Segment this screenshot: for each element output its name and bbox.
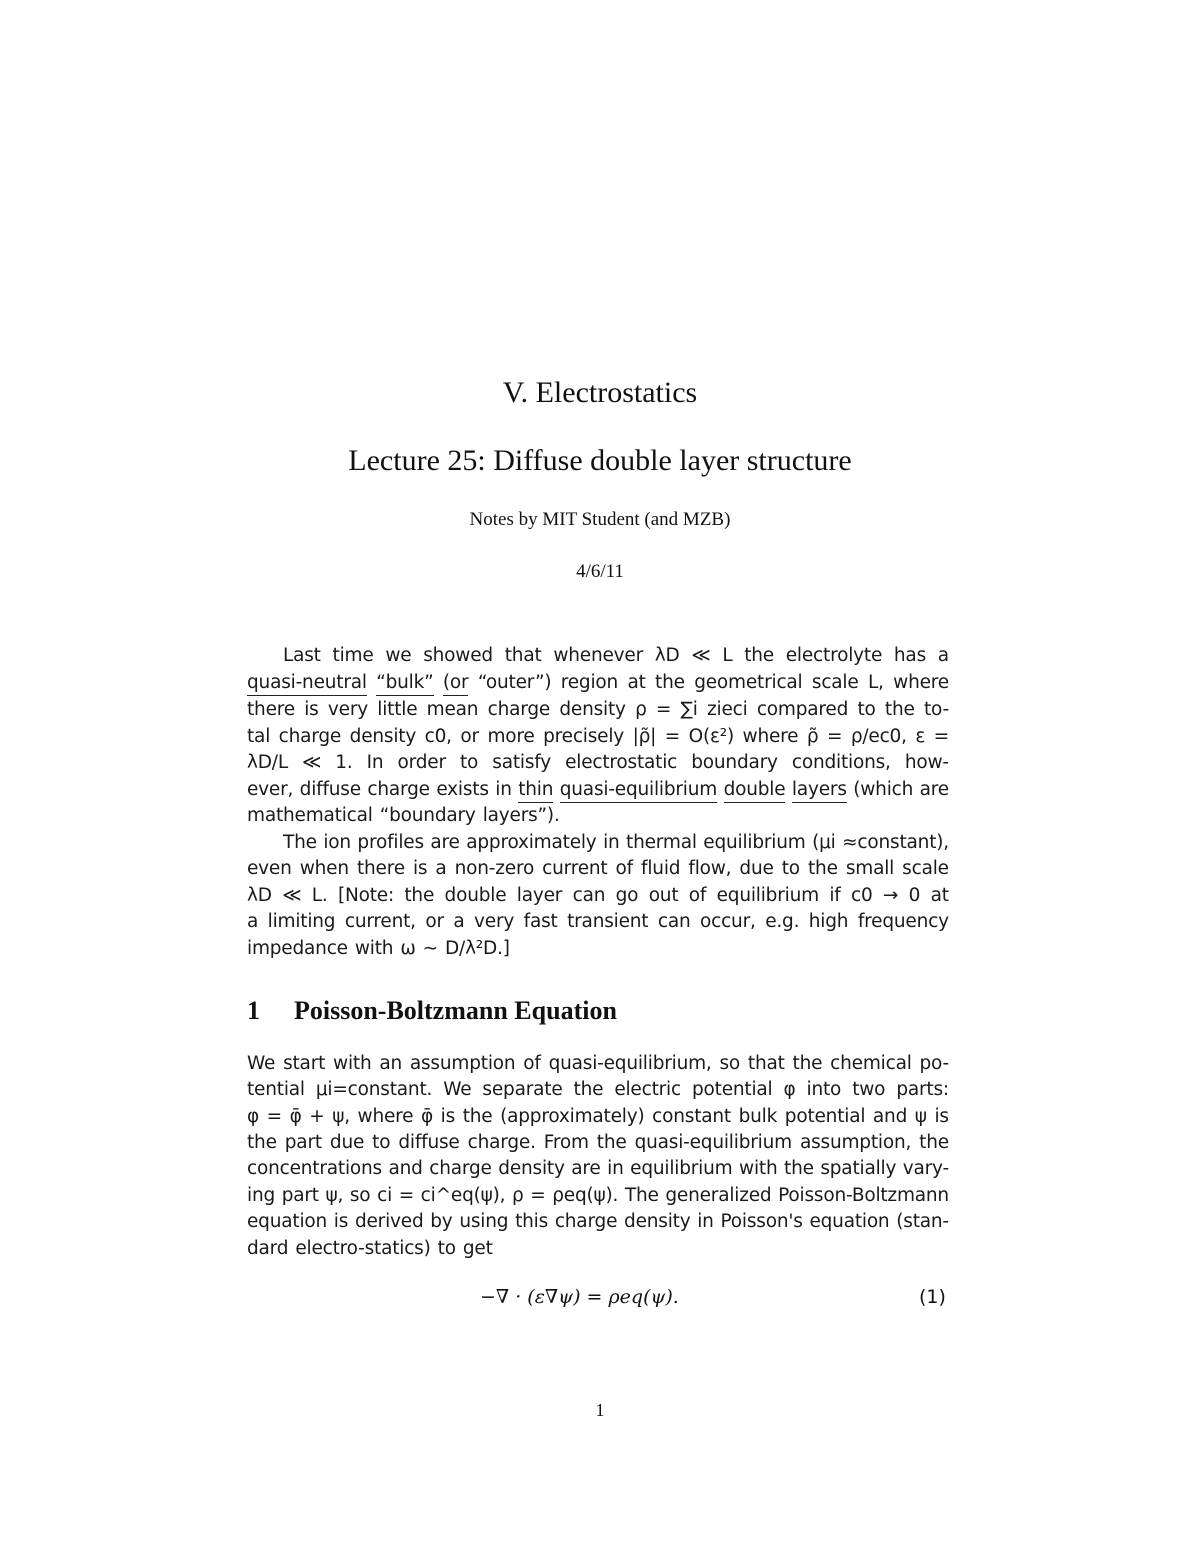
word: scale	[902, 858, 949, 879]
word: current,	[344, 911, 416, 932]
word: boundary	[691, 752, 778, 773]
word: c0,	[424, 726, 452, 747]
word: the	[655, 672, 685, 693]
word: is	[333, 1211, 349, 1232]
word: of	[615, 858, 633, 879]
word: out	[648, 885, 679, 906]
word: 0	[908, 885, 921, 906]
paragraph-line	[247, 777, 949, 803]
word: ci	[377, 1185, 393, 1206]
word: in	[495, 779, 512, 800]
word: two	[852, 1079, 886, 1100]
word: ≈constant),	[842, 832, 949, 853]
word: ρ	[635, 699, 647, 720]
word: so	[349, 1185, 371, 1206]
equation-number: (1)	[919, 1286, 946, 1308]
word: mean	[426, 699, 479, 720]
word: e.g.	[765, 911, 800, 932]
word: spatially	[820, 1158, 897, 1179]
word: separate	[482, 1079, 563, 1100]
word: tential	[247, 1079, 305, 1100]
paragraph-line	[247, 1156, 949, 1182]
word: with	[333, 1053, 372, 1074]
word: of	[688, 885, 707, 906]
word: =	[266, 1106, 282, 1127]
word: diffuse	[299, 779, 361, 800]
word: by	[430, 1211, 453, 1232]
word: due	[329, 1132, 365, 1153]
word: with	[354, 938, 394, 959]
word: density	[624, 1211, 691, 1232]
word: the	[404, 885, 435, 906]
word: charge	[367, 779, 430, 800]
word: double	[724, 777, 786, 803]
word: electro-statics)	[295, 1238, 431, 1259]
word: flow,	[688, 858, 732, 879]
word: “boundary	[379, 805, 476, 826]
paragraph-line	[247, 883, 949, 909]
word: to	[857, 699, 876, 720]
word: ∑i	[680, 699, 698, 720]
word: =	[398, 1185, 414, 1206]
word: where	[742, 726, 799, 747]
word: the	[884, 699, 915, 720]
word: is	[440, 1106, 456, 1127]
word: chemical	[830, 1053, 912, 1074]
word: ρ/ec0,	[850, 726, 907, 747]
word: ∼	[422, 938, 438, 959]
word: In	[366, 752, 384, 773]
word: are	[430, 832, 460, 853]
word: =	[933, 726, 949, 747]
word: equilibrium	[630, 1158, 733, 1179]
word: exists	[436, 779, 489, 800]
section-number: 1	[247, 996, 260, 1025]
word: Poisson-Boltzmann	[778, 1185, 949, 1206]
word: to-	[923, 699, 949, 720]
word: (which	[853, 779, 914, 800]
word: (or	[443, 670, 469, 696]
word: O(ε²)	[688, 726, 734, 747]
word: limiting	[267, 911, 336, 932]
word: bulk	[738, 1106, 778, 1127]
word: We	[443, 1079, 472, 1100]
word: non-zero	[454, 858, 535, 879]
word: We	[247, 1053, 276, 1074]
word: layers	[792, 777, 847, 803]
word: in	[603, 832, 620, 853]
word: potential	[784, 1106, 866, 1127]
word: the	[247, 1132, 277, 1153]
word: geometrical	[694, 672, 803, 693]
word: ε	[915, 726, 926, 747]
word: =	[664, 726, 681, 747]
word: dard	[247, 1238, 289, 1259]
word: λD	[247, 885, 272, 906]
paragraph-line	[247, 1130, 949, 1156]
word: concentrations	[247, 1158, 382, 1179]
word: part	[281, 1185, 319, 1206]
word: we	[385, 645, 412, 666]
word: equation	[247, 1211, 328, 1232]
word: charge	[429, 1158, 492, 1179]
paragraph-line	[247, 750, 949, 776]
word: ever,	[247, 779, 294, 800]
word: generalized	[665, 1185, 772, 1206]
word: density	[498, 1158, 565, 1179]
word: (stan-	[896, 1211, 949, 1232]
word: L,	[867, 672, 884, 693]
word: a	[453, 911, 465, 932]
word: region	[560, 672, 619, 693]
word: ρ	[512, 1185, 524, 1206]
word: mathematical	[247, 805, 373, 826]
word: assumption	[409, 1053, 516, 1074]
word: this	[515, 1211, 549, 1232]
word: ρeq(ψ).	[552, 1185, 619, 1206]
word: so	[719, 1053, 741, 1074]
word: due	[739, 858, 774, 879]
word: transient	[567, 911, 649, 932]
word: the	[573, 1079, 604, 1100]
word: part	[284, 1132, 322, 1153]
word: a	[247, 911, 259, 932]
word: more	[487, 726, 535, 747]
paragraph-line	[247, 724, 949, 750]
word: are	[571, 1158, 601, 1179]
word: an	[379, 1053, 402, 1074]
word: very	[327, 699, 368, 720]
paragraph-line	[247, 670, 949, 696]
word: φ̄	[289, 1106, 302, 1127]
word: to	[372, 1132, 391, 1153]
word: where	[357, 1106, 414, 1127]
word: thin	[518, 777, 553, 803]
document-date: 4/6/11	[576, 561, 624, 582]
word: density	[349, 726, 417, 747]
word: in	[697, 1211, 714, 1232]
word: the	[596, 1132, 627, 1153]
word: L	[722, 645, 733, 666]
word: when	[299, 858, 349, 879]
page-number: 1	[595, 1400, 605, 1420]
word: L.	[311, 885, 328, 906]
word: if	[829, 885, 841, 906]
word: is	[304, 699, 319, 720]
word: fast	[523, 911, 558, 932]
word: 1.	[335, 752, 353, 773]
word: φ	[783, 1079, 796, 1100]
word: ci^eq(ψ),	[420, 1185, 506, 1206]
word: ≪	[302, 752, 322, 773]
word: ψ,	[325, 1185, 344, 1206]
word: +	[309, 1106, 325, 1127]
word: or	[425, 911, 444, 932]
paragraph-line	[247, 803, 949, 829]
word: time	[332, 645, 374, 666]
word: or	[460, 726, 479, 747]
paragraph-line	[247, 1104, 949, 1130]
word: and	[388, 1158, 423, 1179]
word: equilibrium	[703, 832, 806, 853]
word: layer	[516, 885, 563, 906]
word: Last	[283, 645, 321, 666]
word: equation	[809, 1211, 890, 1232]
word: D/λ²D.]	[444, 938, 510, 959]
word: →	[882, 885, 899, 906]
word: at	[930, 885, 949, 906]
word: impedance	[247, 938, 348, 959]
document-subtitle: Lecture 25: Diffuse double layer structure	[348, 444, 852, 477]
word: charge	[278, 726, 342, 747]
word: that	[504, 645, 542, 666]
word: fluid	[641, 858, 681, 879]
word: ≪	[691, 645, 711, 666]
word: the	[919, 1132, 949, 1153]
word: double	[444, 885, 507, 906]
word: precisely	[543, 726, 625, 747]
word: parts:	[896, 1079, 949, 1100]
word: diffuse	[398, 1132, 460, 1153]
word: go	[615, 885, 639, 906]
word: vary-	[902, 1158, 949, 1179]
word: ing	[247, 1185, 276, 1206]
word: The	[624, 1185, 659, 1206]
word: there	[247, 699, 295, 720]
word: even	[247, 858, 292, 879]
word: current	[542, 858, 608, 879]
word: using	[459, 1211, 509, 1232]
paragraph-line	[247, 1209, 949, 1235]
word: density	[559, 699, 626, 720]
paragraph-line	[247, 1077, 949, 1103]
word: of	[523, 1053, 541, 1074]
word: electric	[614, 1079, 681, 1100]
word: whenever	[553, 645, 643, 666]
paragraph-line	[247, 936, 949, 962]
word: little	[377, 699, 418, 720]
word: get	[462, 1238, 493, 1259]
paragraph-line	[247, 1236, 949, 1262]
word: (approximately)	[500, 1106, 645, 1127]
word: the	[792, 1053, 823, 1074]
word: to	[459, 752, 479, 773]
paragraph-line	[247, 856, 949, 882]
word: ω	[400, 938, 416, 959]
word: and	[872, 1106, 908, 1127]
word: Poisson's	[720, 1211, 803, 1232]
word: is	[412, 858, 428, 879]
word: small	[845, 858, 895, 879]
word: |ρ̃|	[632, 726, 657, 747]
word: assumption,	[799, 1132, 912, 1153]
word: scale	[811, 672, 859, 693]
word: conditions,	[791, 752, 891, 773]
document-author: Notes by MIT Student (and MZB)	[469, 509, 731, 530]
word: order	[397, 752, 446, 773]
word: From	[543, 1132, 589, 1153]
word: charge	[554, 1211, 618, 1232]
word: charge	[487, 699, 551, 720]
word: approximately	[466, 832, 597, 853]
word: into	[806, 1079, 842, 1100]
word: =	[826, 726, 843, 747]
word: start	[283, 1053, 326, 1074]
word: how-	[904, 752, 949, 773]
section-heading	[247, 996, 617, 1026]
word: derived	[354, 1211, 424, 1232]
word: are	[919, 779, 949, 800]
word: a	[937, 645, 949, 666]
word: potential	[691, 1079, 773, 1100]
word: φ̄	[421, 1106, 434, 1127]
paragraph-line	[283, 643, 949, 669]
word: λD/L	[247, 752, 288, 773]
word: ψ,	[332, 1106, 350, 1127]
word: ρ̃	[806, 726, 819, 747]
word: high	[808, 911, 849, 932]
word: the	[784, 1158, 814, 1179]
word: constant	[652, 1106, 731, 1127]
document-title: V. Electrostatics	[502, 376, 698, 409]
word: satisfy	[492, 752, 551, 773]
word: to	[781, 858, 800, 879]
word: ion	[323, 832, 351, 853]
word: ψ	[914, 1106, 927, 1127]
paragraph-line	[247, 1051, 949, 1077]
word: occur,	[700, 911, 756, 932]
word: ≪	[282, 885, 302, 906]
word: in	[607, 1158, 624, 1179]
word: frequency	[857, 911, 949, 932]
word: quasi-equilibrium	[560, 777, 717, 803]
word: thermal	[626, 832, 697, 853]
word: has	[893, 645, 927, 666]
word: po-	[919, 1053, 949, 1074]
equation-1: −∇ · (ε∇ψ) = ρeq(ψ).	[480, 1286, 679, 1308]
paragraph-line	[247, 909, 949, 935]
word: the	[462, 1106, 493, 1127]
paragraph-line	[283, 830, 949, 856]
word: “bulk”	[376, 670, 433, 696]
word: electrolyte	[785, 645, 883, 666]
word: very	[474, 911, 515, 932]
word: that	[747, 1053, 785, 1074]
word: “outer”)	[477, 672, 552, 693]
word: λD	[654, 645, 680, 666]
word: to	[437, 1238, 456, 1259]
word: the	[744, 645, 774, 666]
word: The	[283, 832, 317, 853]
word: c0	[850, 885, 873, 906]
word: quasi-neutral	[247, 670, 367, 696]
word: quasi-equilibrium	[634, 1132, 792, 1153]
word: (μi	[812, 832, 836, 853]
word: =	[530, 1185, 546, 1206]
word: electrostatic	[565, 752, 678, 773]
section-title: Poisson-Boltzmann Equation	[294, 996, 617, 1025]
word: with	[739, 1158, 778, 1179]
word: showed	[423, 645, 493, 666]
word: zieci	[707, 699, 748, 720]
word: where	[893, 672, 949, 693]
word: compared	[756, 699, 849, 720]
word: φ	[247, 1106, 260, 1127]
word: equilibrium	[716, 885, 819, 906]
word: =	[655, 699, 672, 720]
word: [Note:	[337, 885, 394, 906]
word: can	[657, 911, 691, 932]
paragraph-line	[247, 1183, 949, 1209]
word: μi=constant.	[315, 1079, 433, 1100]
word: a	[435, 858, 447, 879]
word: can	[572, 885, 606, 906]
word: layers”).	[482, 805, 560, 826]
paragraph-line	[247, 697, 949, 723]
word: charge.	[467, 1132, 536, 1153]
word: the	[808, 858, 838, 879]
word: profiles	[357, 832, 424, 853]
word: is	[934, 1106, 949, 1127]
word: tal	[247, 726, 271, 747]
word: there	[356, 858, 405, 879]
word: quasi-equilibrium,	[548, 1053, 712, 1074]
word: at	[627, 672, 646, 693]
